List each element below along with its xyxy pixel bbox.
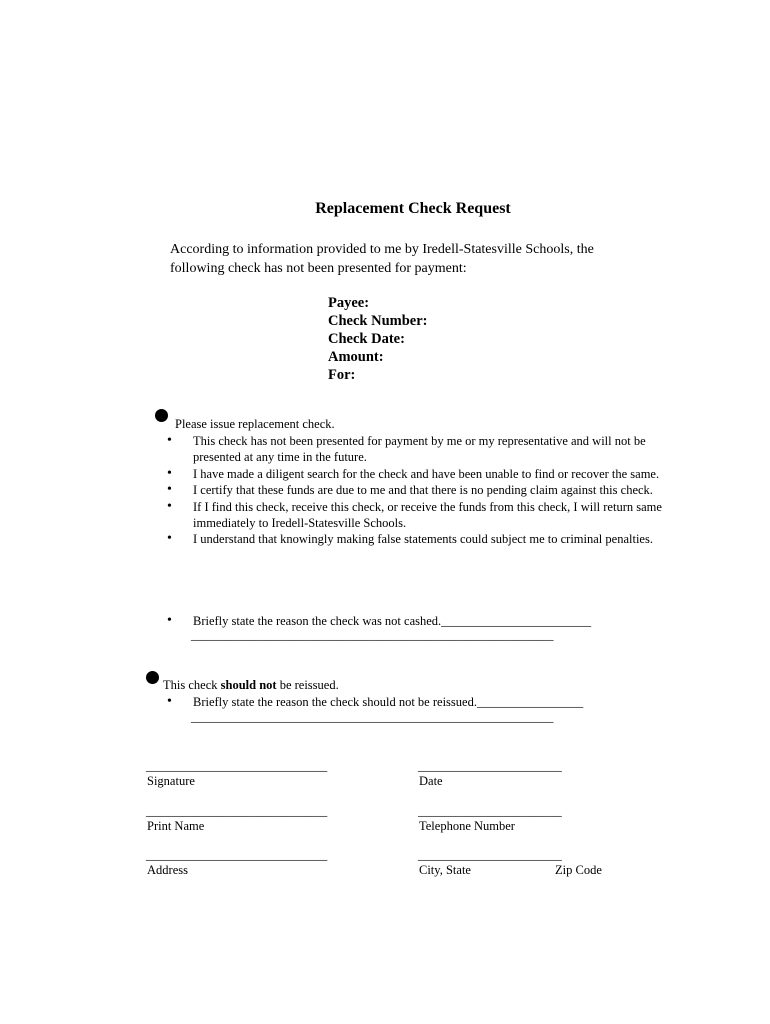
- field-check-date: Check Date:: [328, 331, 405, 347]
- intro-paragraph: According to information provided to me by Iredell-Statesville Schools, the following check has not been presented for payment:: [170, 242, 594, 276]
- address-line[interactable]: _____________________________: [146, 848, 328, 862]
- list-item: • I certify that these funds are due to me and that there is no pending claim against this check.: [193, 482, 683, 498]
- certification-list: [193, 433, 683, 548]
- no-reissue-reason: [193, 694, 683, 710]
- not-cashed-reason-prompt: Briefly state the reason the check was not cashed.: [193, 614, 442, 628]
- not-cashed-reason: [193, 613, 683, 629]
- signature-caption: Signature: [147, 774, 195, 788]
- form-title: Replacement Check Request: [315, 200, 511, 217]
- no-reissue-reason-prompt: Briefly state the reason the check should not be reissued.: [193, 695, 477, 709]
- not-cashed-reason-field[interactable]: ________________________: [441, 614, 592, 628]
- list-item: • I have made a diligent search for the check and have been unable to find or recover the same.: [193, 466, 683, 482]
- zip-code-caption: Zip Code: [555, 863, 602, 877]
- telephone-line[interactable]: _______________________: [418, 804, 562, 818]
- date-caption: Date: [419, 774, 443, 788]
- field-amount: Amount:: [328, 349, 384, 365]
- print-name-line[interactable]: _____________________________: [146, 804, 328, 818]
- address-caption: Address: [147, 863, 188, 877]
- no-reissue-option-radio[interactable]: [146, 671, 159, 684]
- list-item: • I understand that knowingly making false statements could subject me to criminal penalties.: [193, 531, 683, 547]
- no-reissue-reason-field[interactable]: _________________: [476, 695, 584, 709]
- no-reissue-reason-line2[interactable]: __________________________________________________________: [191, 710, 554, 724]
- city-state-caption: City, State: [419, 863, 471, 877]
- telephone-caption: Telephone Number: [419, 819, 515, 833]
- reissue-option-radio[interactable]: [155, 409, 168, 422]
- list-item: • If I find this check, receive this check, or receive the funds from this check, I will return same immediately to Iredell-Statesville Schools.: [193, 499, 683, 532]
- not-cashed-reason-line2[interactable]: __________________________________________________________: [191, 628, 554, 642]
- list-item: [193, 613, 683, 629]
- field-check-number: Check Number:: [328, 313, 428, 329]
- field-for: For:: [328, 367, 356, 383]
- check-details-fields: [328, 294, 427, 384]
- print-name-caption: Print Name: [147, 819, 205, 833]
- list-item: • This check has not been presented for payment by me or my representative and will not be presented at any time in the future.: [193, 433, 683, 466]
- date-line[interactable]: _______________________: [418, 759, 562, 773]
- list-item: [193, 694, 683, 710]
- signature-line[interactable]: _____________________________: [146, 759, 328, 773]
- no-reissue-option-label: This check should not be reissued.: [163, 678, 339, 692]
- reissue-option-label: Please issue replacement check.: [175, 417, 335, 431]
- field-payee: Payee:: [328, 295, 370, 311]
- city-state-zip-line[interactable]: _______________________: [418, 848, 562, 862]
